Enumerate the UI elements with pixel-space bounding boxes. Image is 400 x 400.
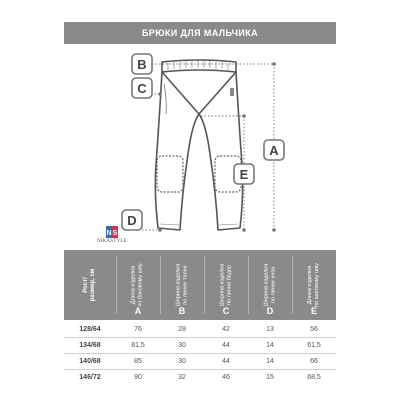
header-col-d-label: Ширина изделия по линии низа (263, 263, 276, 307)
badge-e-text: E (239, 167, 249, 182)
pants-diagram (64, 44, 336, 250)
svg-text:N: N (106, 230, 112, 237)
cell-c: 46 (222, 374, 230, 381)
header-col-e-letter: E (310, 306, 317, 316)
cell-c: 44 (222, 342, 230, 349)
right-leg-shape (199, 72, 243, 230)
svg-text:S: S (112, 230, 118, 237)
brand-logo (90, 226, 134, 250)
badge-b-text: B (137, 57, 147, 72)
cell-b: 30 (178, 342, 186, 349)
pants-illustration (64, 44, 336, 250)
page-title: БРЮКИ ДЛЯ МАЛЬЧИКА (64, 22, 336, 44)
cell-e: 66 (310, 358, 318, 365)
header-size-label: Рост/ размер, см (83, 268, 96, 302)
header-col-e-label: Длина изделия по шаговому шву (306, 263, 320, 307)
header-size (64, 250, 116, 320)
header-col-c-letter: C (222, 306, 230, 316)
badge-c (132, 78, 152, 98)
cell-size: 146/72 (79, 374, 101, 381)
brand-mark-icon (106, 226, 118, 238)
header-col-b (160, 250, 204, 320)
cell-e: 61,5 (307, 342, 321, 349)
header-col-c-label: Ширина изделия по линии бедер (219, 263, 232, 307)
cell-e: 68,5 (307, 374, 321, 381)
badge-c-text: C (137, 81, 147, 96)
cell-a: 76 (134, 326, 142, 333)
cell-d: 13 (266, 326, 274, 333)
header-col-a-label: Длина изделия по боковому шву (131, 263, 144, 307)
header-col-b-label: Ширина изделия по линии талии (175, 263, 188, 307)
cell-size: 128/64 (79, 326, 101, 333)
cell-b: 32 (178, 374, 186, 381)
table-row (64, 370, 336, 385)
cell-size: 134/68 (79, 342, 101, 349)
header-col-e (292, 250, 336, 320)
badge-d-text: D (127, 213, 137, 228)
size-table (64, 250, 336, 380)
cell-d: 14 (266, 358, 274, 365)
cell-b: 30 (178, 358, 186, 365)
table-row (64, 354, 336, 370)
cell-a: 81,5 (131, 342, 145, 349)
cell-e: 56 (310, 326, 318, 333)
table-header (64, 250, 336, 320)
header-col-a (116, 250, 160, 320)
badge-a (264, 140, 284, 160)
waistband-shape (162, 60, 236, 72)
cell-size: 140/68 (79, 358, 101, 365)
cell-c: 42 (222, 326, 230, 333)
badge-e (234, 164, 254, 184)
header-col-d-letter: D (266, 306, 274, 316)
badge-a-text: A (269, 143, 279, 158)
left-leg-shape (155, 72, 199, 230)
table-row (64, 338, 336, 354)
cell-a: 90 (134, 374, 142, 381)
table-row (64, 322, 336, 338)
header-col-a-letter: A (134, 306, 142, 316)
side-tab (230, 88, 234, 96)
cell-a: 85 (134, 358, 142, 365)
brand-name: NIKASTYLE (97, 239, 127, 244)
pants-outline (155, 60, 242, 230)
cell-d: 14 (266, 342, 274, 349)
header-col-b-letter: B (178, 306, 186, 316)
badge-b (132, 54, 152, 74)
cell-d: 15 (266, 374, 274, 381)
header-col-d (248, 250, 292, 320)
cell-b: 28 (178, 326, 186, 333)
cell-c: 44 (222, 358, 230, 365)
header-col-c (204, 250, 248, 320)
